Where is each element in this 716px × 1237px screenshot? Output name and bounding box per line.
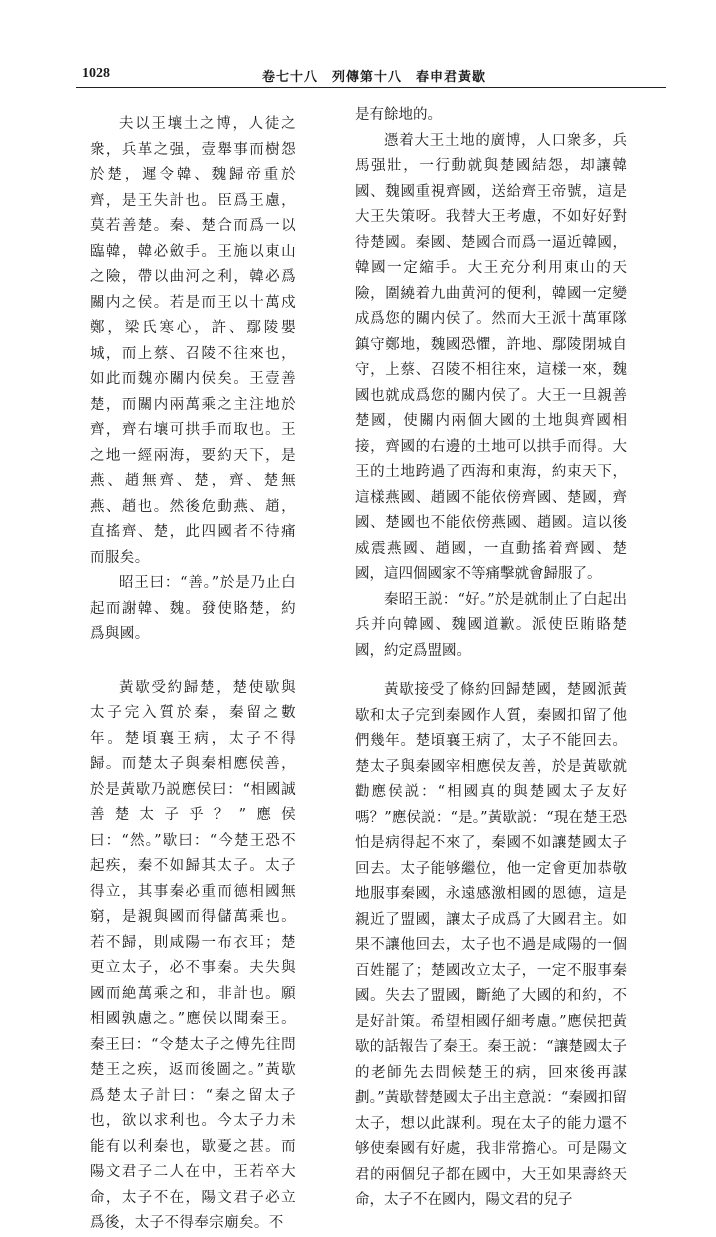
classical-text-column [90, 112, 296, 1237]
classical-paragraph-1: 夫以王壤土之博，人徒之衆，兵革之强，壹舉事而樹怨於楚，遲令韓、魏歸帝重於齊，是王失計也。臣爲王慮，莫若善楚。秦、楚合而爲一以臨韓，韓必斂手。王施以東山之險，帶以曲河之利，韓必爲關内之侯。若是而王以十萬戍鄭，梁氏寒心，許、鄢陵嬰城，而上蔡、召陵不往來也，如此而魏亦關内侯矣。王壹善楚，而關内兩萬乘之主注地於齊，齊右壤可拱手而取也。王之地一經兩海，要約天下，是燕、趙無齊、楚，齊、楚無燕、趙也。然後危動燕、趙，直搖齊、楚，此四國者不待痛而服矣。 [90, 116, 296, 566]
translation-paragraph-2: 秦昭王説：“好。”於是就制止了白起出兵并向韓國、魏國道歉。派使臣賄賂楚國，約定爲盟國。 [355, 591, 627, 659]
classical-paragraph-3: 黃歇受約歸楚，楚使歇與太子完入質於秦，秦留之數年。楚頃襄王病，太子不得歸。而楚太子與秦相應侯善，於是黃歇乃説應侯曰：“相國誠善楚太子乎？”應侯曰：“然。”歇曰：“今楚王恐不起疾，秦不如歸其太子。太子得立，其事秦必重而德相國無窮，是親與國而得儲萬乘也。若不歸，則咸陽一布衣耳；楚更立太子，必不事秦。夫失與國而絶萬乘之和，非計也。願相國孰慮之。”應侯以聞秦王。秦王曰：“令楚太子之傅先往問楚王之疾，返而後圖之。”黃歇爲楚太子計曰：“秦之留太子也，欲以求利也。今太子力未能有以利秦也，歇憂之甚。而陽文君子二人在中，王若卒大命，太子不在，陽文君子必立爲後，太子不得奉宗廟矣。不 [90, 679, 296, 1231]
translation-paragraph-1: 憑着大王土地的廣博，人口衆多，兵馬强壯，一行動就與楚國結怨，却讓韓國、魏國重視齊國，送給齊王帝號，這是大王失策呀。我替大王考慮，不如好好對待楚國。秦國、楚國合而爲一逼近韓國，韓國一定縮手。大王充分利用東山的天險，圍繞着九曲黄河的便利，韓國一定變成爲您的關内侯了。然而大王派十萬軍隊鎮守鄭地，魏國恐懼，許地、鄢陵閉城自守，上蔡、召陵不相往來，這樣一來，魏國也就成爲您的關内侯了。大王一旦親善楚國，使關内兩個大國的土地與齊國相接，齊國的右邊的土地可以拱手而得。大王的土地跨過了西海和東海，約束天下，這樣燕國、趙國不能依傍齊國、楚國，齊國、楚國也不能依傍燕國、趙國。這以後威震燕國、趙國，一直動搖着齊國、楚國，這四個國家不等痛擊就會歸服了。 [355, 132, 627, 582]
header-rule [76, 87, 666, 88]
page-number: 1028 [82, 66, 110, 81]
translation-paragraph-0: 是有餘地的。 [355, 107, 442, 123]
translation-paragraph-3: 黃歇接受了條約回歸楚國，楚國派黃歇和太子完到秦國作人質，秦國扣留了他們幾年。楚頃襄王病了，太子不能回去。楚太子與秦國宰相應侯友善，於是黃歇就勸應侯説：“相國真的與楚國太子友好嗎？”應侯説：“是。”黃歇説：“現在楚王恐怕是病得起不來了，秦國不如讓楚國太子回去。太子能够繼位，他一定會更加恭敬地服事秦國，永遠感激相國的恩德，這是親近了盟國，讓太子成爲了大國君主。如果不讓他回去，太子也不過是咸陽的一個百姓罷了；楚國改立太子，一定不服事秦國。失去了盟國，斷絶了大國的和約，不是好計策。希望相國仔細考慮。”應侯把黃歇的話報告了秦王。秦王説：“讓楚國太子的老師先去問候楚王的病，回來後再謀劃。”黃歇替楚國太子出主意説：“秦國扣留太子，想以此謀利。現在太子的能力還不够使秦國有好處，我非常擔心。可是陽文君的兩個兒子都在國中，大王如果壽終天命，太子不在國内，陽文君的兒子 [355, 682, 627, 1208]
page-header [82, 58, 662, 86]
running-title: 卷七十八 列傳第十八 春申君黃歇 [262, 70, 487, 85]
translation-column [355, 103, 627, 1214]
classical-paragraph-2: 昭王曰：“善。”於是乃止白起而謝韓、魏。發使賂楚，約爲與國。 [90, 575, 296, 642]
